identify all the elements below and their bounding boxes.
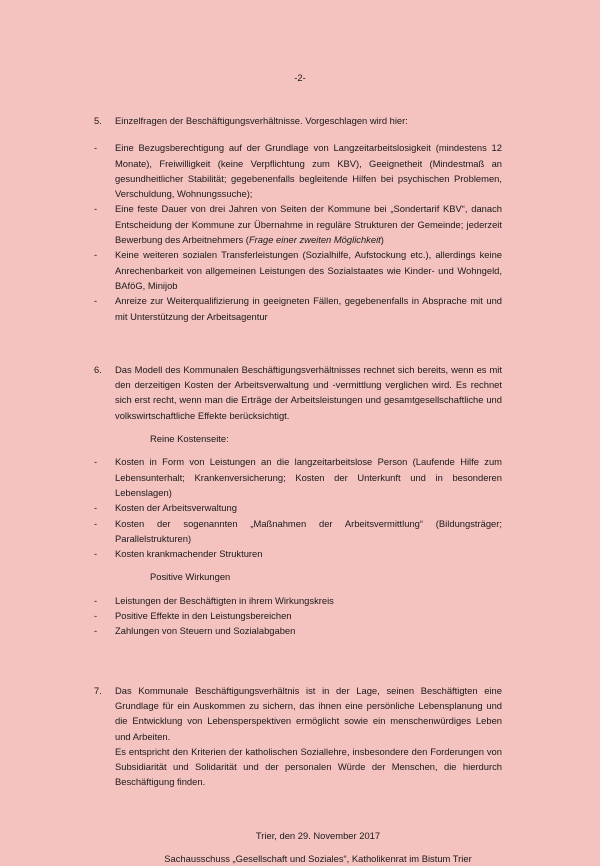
bullet-dash: -	[94, 517, 98, 529]
section-7-text-2: Es entspricht den Kriterien der katholischen Soziallehre, insbesondere den Forderungen von Subsidiarität und Solidarität und der personalen Würde der Menschen, die hierdurch Beschäftigung finden.	[115, 745, 502, 788]
bullet-dash: -	[94, 594, 98, 606]
effects-list	[94, 593, 502, 639]
list-item: - Keine weiteren sozialen Transferleistungen (Sozialhilfe, Aufstockung etc.), allerdings keine Anrechenbarkeit von allgemeinen Leistungen des Sozialstaates wie Kinder- und Wohngeld, BAföG, Minijob	[94, 247, 502, 293]
list-item: - Zahlungen von Steuern und Sozialabgaben	[94, 623, 502, 638]
costs-list	[94, 454, 502, 561]
bullet-dash: -	[94, 456, 98, 468]
list-item: - Kosten krankmachender Strukturen	[94, 546, 502, 561]
list-item: - Eine feste Dauer von drei Jahren von Seiten der Kommune bei „Sondertarif KBV“, danach Entscheidung der Kommune zur Übernahme in reguläre Strukturen der Gemeinde; jederzeit Bewerbung des Arbeitnehmers (Frage einer zweiten Möglichkeit)	[94, 201, 502, 247]
section-5	[94, 113, 502, 128]
list-item: - Positive Effekte in den Leistungsbereichen	[94, 608, 502, 623]
effects-heading: Positive Wirkungen	[150, 571, 231, 583]
date-line: Trier, den 29. November 2017	[255, 829, 381, 841]
list-item: - Kosten der Arbeitsverwaltung	[94, 500, 502, 515]
bullet-dash: -	[94, 610, 98, 622]
section-6	[94, 362, 502, 423]
section-number: 7.	[94, 684, 102, 696]
bullet-dash: -	[94, 142, 98, 154]
list-item: - Kosten in Form von Leistungen an die langzeitarbeitslose Person (Laufende Hilfe zum Lebensunterhalt; Krankenversicherung; Kosten der Unterkunft und in besonderen Lebenslagen)	[94, 454, 502, 500]
section-5-list	[94, 140, 502, 324]
section-6-text: Das Modell des Kommunalen Beschäftigungsverhältnisses rechnet sich bereits, wenn es mit den derzeitigen Kosten der Arbeitsverwaltung und -vermittlung verglichen wird. Es rechnet sich erst recht, wenn man die Erträge der Arbeitsleistungen und gesamtgesellschaftliche und volkswirtschaftliche Effekte berücksichtigt.	[115, 363, 502, 421]
bullet-dash: -	[94, 203, 98, 215]
bullet-dash: -	[94, 295, 98, 307]
section-7	[94, 683, 502, 790]
page-number: -2-	[294, 72, 306, 83]
section-number: 6.	[94, 363, 102, 375]
list-item: - Leistungen der Beschäftigten in ihrem Wirkungskreis	[94, 593, 502, 608]
section-7-text-1: Das Kommunale Beschäftigungsverhältnis ist in der Lage, seinen Beschäftigten eine Grundlage für ein Auskommen zu sichern, das ihnen eine persönliche Lebensplanung und die Entwicklung von Lebensperspektiven ermöglicht sowie ein menschenwürdiges Leben und Arbeiten.	[115, 684, 502, 742]
document-body	[94, 113, 502, 866]
signature-line: Sachausschuss „Gesellschaft und Soziales“, Katholikenrat im Bistum Trier	[164, 852, 472, 864]
list-item: - Anreize zur Weiterqualifizierung in geeigneten Fällen, gegebenenfalls in Absprache mit und mit Unterstützung der Arbeitsagentur	[94, 293, 502, 324]
list-item: - Kosten der sogenannten „Maßnahmen der Arbeitsvermittlung“ (Bildungsträger; Parallelstrukturen)	[94, 516, 502, 547]
section-5-intro: Einzelfragen der Beschäftigungsverhältnisse. Vorgeschlagen wird hier:	[115, 115, 408, 126]
bullet-dash: -	[94, 249, 98, 261]
italic-note: Frage einer zweiten Möglichkeit	[248, 234, 381, 246]
section-number: 5.	[94, 115, 102, 126]
bullet-dash: -	[94, 502, 98, 514]
list-item: - Eine Bezugsberechtigung auf der Grundlage von Langzeitarbeitslosigkeit (mindestens 12 Monate), Freiwilligkeit (keine Verpflichtung zum KBV), Geeignetheit (Mindestmaß an gesundheitlicher Stabilität; gegebenenfalls begleitende Hilfen bei psychischen Problemen, Verschuldung, Wohnungssuche);	[94, 140, 502, 201]
bullet-dash: -	[94, 548, 98, 560]
costs-heading: Reine Kostenseite:	[150, 433, 229, 445]
bullet-dash: -	[94, 625, 98, 637]
